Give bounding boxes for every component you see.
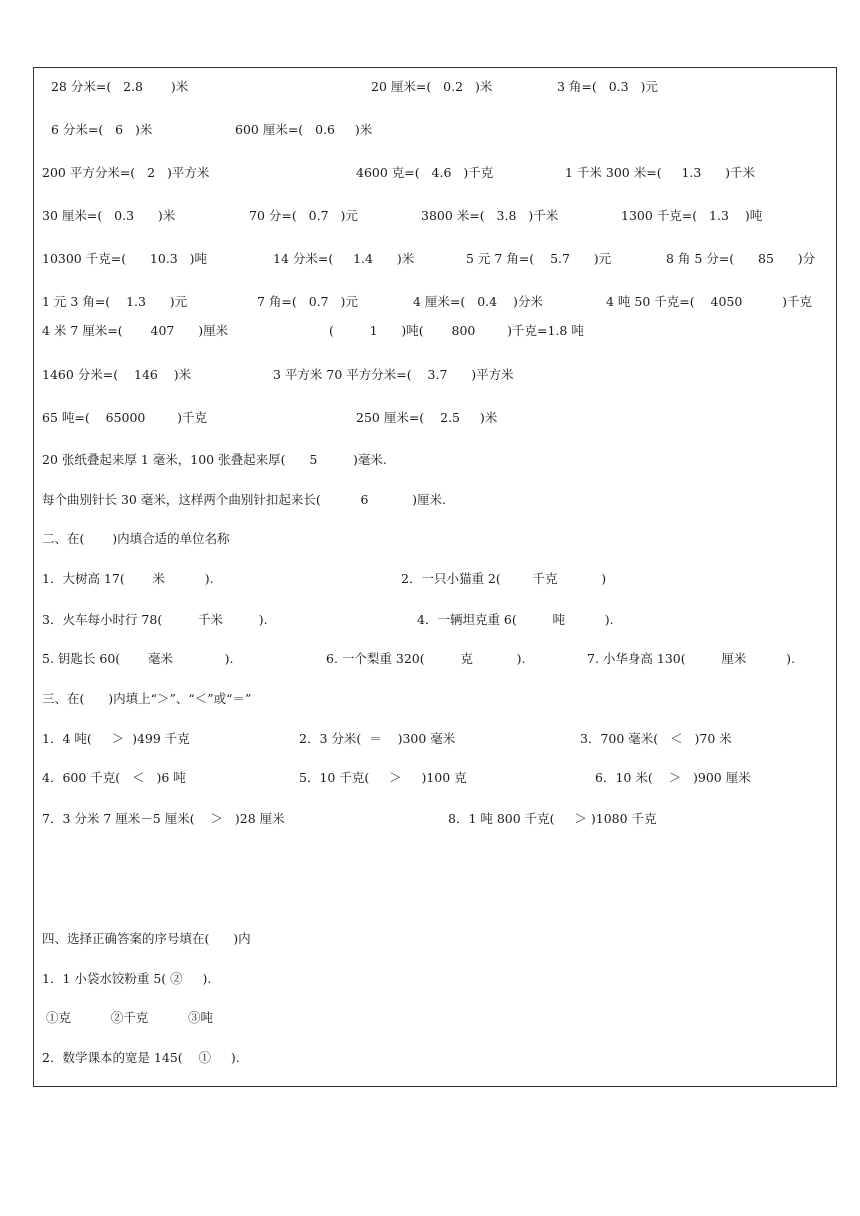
question-item: 7. 小华身高 130( 厘米 ). <box>587 651 795 666</box>
question-item: 1．1 小袋水饺粉重 5( ② ). <box>42 971 212 986</box>
question-item: 1．4 吨( ＞ )499 千克 <box>42 731 190 746</box>
conversion-item: 65 吨=( 65000 )千克 <box>42 410 208 425</box>
conversion-item: 14 分米=( 1.4 )米 <box>273 251 415 266</box>
question-item: 1．大树高 17( 米 ). <box>42 571 214 586</box>
conversion-item: 4 厘米=( 0.4 )分米 <box>413 294 543 309</box>
conversion-item: 3 平方米 70 平方分米=( 3.7 )平方米 <box>273 367 514 382</box>
conversion-item: 6 分米=( 6 )米 <box>47 122 153 137</box>
question-item: 4．600 千克( ＜ )6 吨 <box>42 770 186 785</box>
question-item: 6. 一个梨重 320( 克 ). <box>326 651 526 666</box>
word-problem: 每个曲别针长 30 毫米，这样两个曲别针扣起来长( 6 )厘米. <box>42 492 446 507</box>
question-item: 2．一只小猫重 2( 千克 ) <box>401 571 607 586</box>
conversion-item: 3800 米=( 3.8 )千米 <box>421 208 559 223</box>
question-item: 2．数学课本的宽是 145( ① ). <box>42 1050 240 1065</box>
conversion-item: 1 元 3 角=( 1.3 )元 <box>42 294 188 309</box>
section-heading: 三、在( )内填上“＞”、“＜”或“＝” <box>42 691 252 706</box>
conversion-item: 7 角=( 0.7 )元 <box>257 294 358 309</box>
answer-options: ①克 ②千克 ③吨 <box>42 1010 213 1025</box>
conversion-item: 3 角=( 0.3 )元 <box>557 79 658 94</box>
conversion-item: 20 厘米=( 0.2 )米 <box>371 79 493 94</box>
question-item: 6．10 米( ＞ )900 厘米 <box>595 770 751 785</box>
conversion-item: ( 1 )吨( 800 )千克=1.8 吨 <box>329 323 584 338</box>
conversion-item: 5 元 7 角=( 5.7 )元 <box>466 251 612 266</box>
conversion-item: 1 千米 300 米=( 1.3 )千米 <box>565 165 756 180</box>
conversion-item: 1460 分米=( 146 )米 <box>42 367 192 382</box>
conversion-item: 4 吨 50 千克=( 4050 )千克 <box>606 294 812 309</box>
conversion-item: 600 厘米=( 0.6 )米 <box>235 122 373 137</box>
question-item: 2．3 分米( ＝ )300 毫米 <box>299 731 456 746</box>
question-item: 5．10 千克( ＞ )100 克 <box>299 770 467 785</box>
section-heading: 四、选择正确答案的序号填在( )内 <box>42 931 251 946</box>
conversion-item: 8 角 5 分=( 85 )分 <box>666 251 816 266</box>
conversion-item: 10300 千克=( 10.3 )吨 <box>42 251 208 266</box>
conversion-item: 1300 千克=( 1.3 )吨 <box>621 208 763 223</box>
conversion-item: 70 分=( 0.7 )元 <box>249 208 358 223</box>
question-item: 8．1 吨 800 千克( ＞ )1080 千克 <box>448 811 657 826</box>
conversion-item: 200 平方分米=( 2 )平方米 <box>42 165 210 180</box>
question-item: 3．火车每小时行 78( 千米 ). <box>42 612 268 627</box>
question-item: 5. 钥匙长 60( 毫米 ). <box>42 651 234 666</box>
conversion-item: 4600 克=( 4.6 )千克 <box>356 165 494 180</box>
question-item: 4．一辆坦克重 6( 吨 ). <box>417 612 614 627</box>
conversion-item: 28 分米=( 2.8 )米 <box>47 79 189 94</box>
question-item: 7．3 分米 7 厘米－5 厘米( ＞ )28 厘米 <box>42 811 285 826</box>
conversion-item: 30 厘米=( 0.3 )米 <box>42 208 176 223</box>
section-heading: 二、在( )内填合适的单位名称 <box>42 531 230 546</box>
word-problem: 20 张纸叠起来厚 1 毫米，100 张叠起来厚( 5 )毫米. <box>42 452 387 467</box>
conversion-item: 250 厘米=( 2.5 )米 <box>356 410 498 425</box>
conversion-item: 4 米 7 厘米=( 407 )厘米 <box>42 323 229 338</box>
question-item: 3．700 毫米( ＜ )70 米 <box>580 731 732 746</box>
